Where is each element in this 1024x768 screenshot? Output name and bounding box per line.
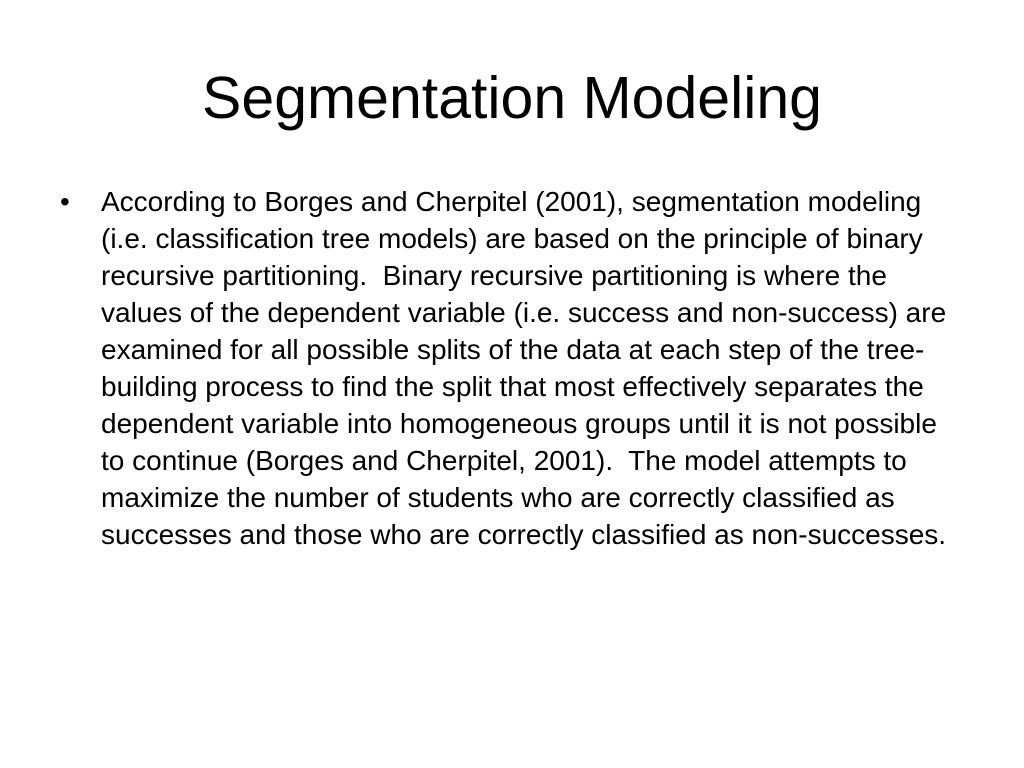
- bullet-list: [60, 183, 960, 553]
- bullet-marker: •: [60, 186, 70, 217]
- bullet-text: According to Borges and Cherpitel (2001), segmentation modeling (i.e. classification tree models) are based on the principle of binary recursive partitioning. Binary recursive partitioning is where the values of the dependent variable (i.e. success and non-success) are examined for all possible splits of the data at each step of the tree-building process to find the split that most effectively separates the dependent variable into homogeneous groups until it is not possible to continue (Borges and Cherpitel, 2001). The model attempts to maximize the number of students who are correctly classified as successes and those who are correctly classified as non-successes.: [101, 186, 954, 550]
- slide-title: Segmentation Modeling: [202, 65, 822, 131]
- bullet-item: [60, 183, 960, 553]
